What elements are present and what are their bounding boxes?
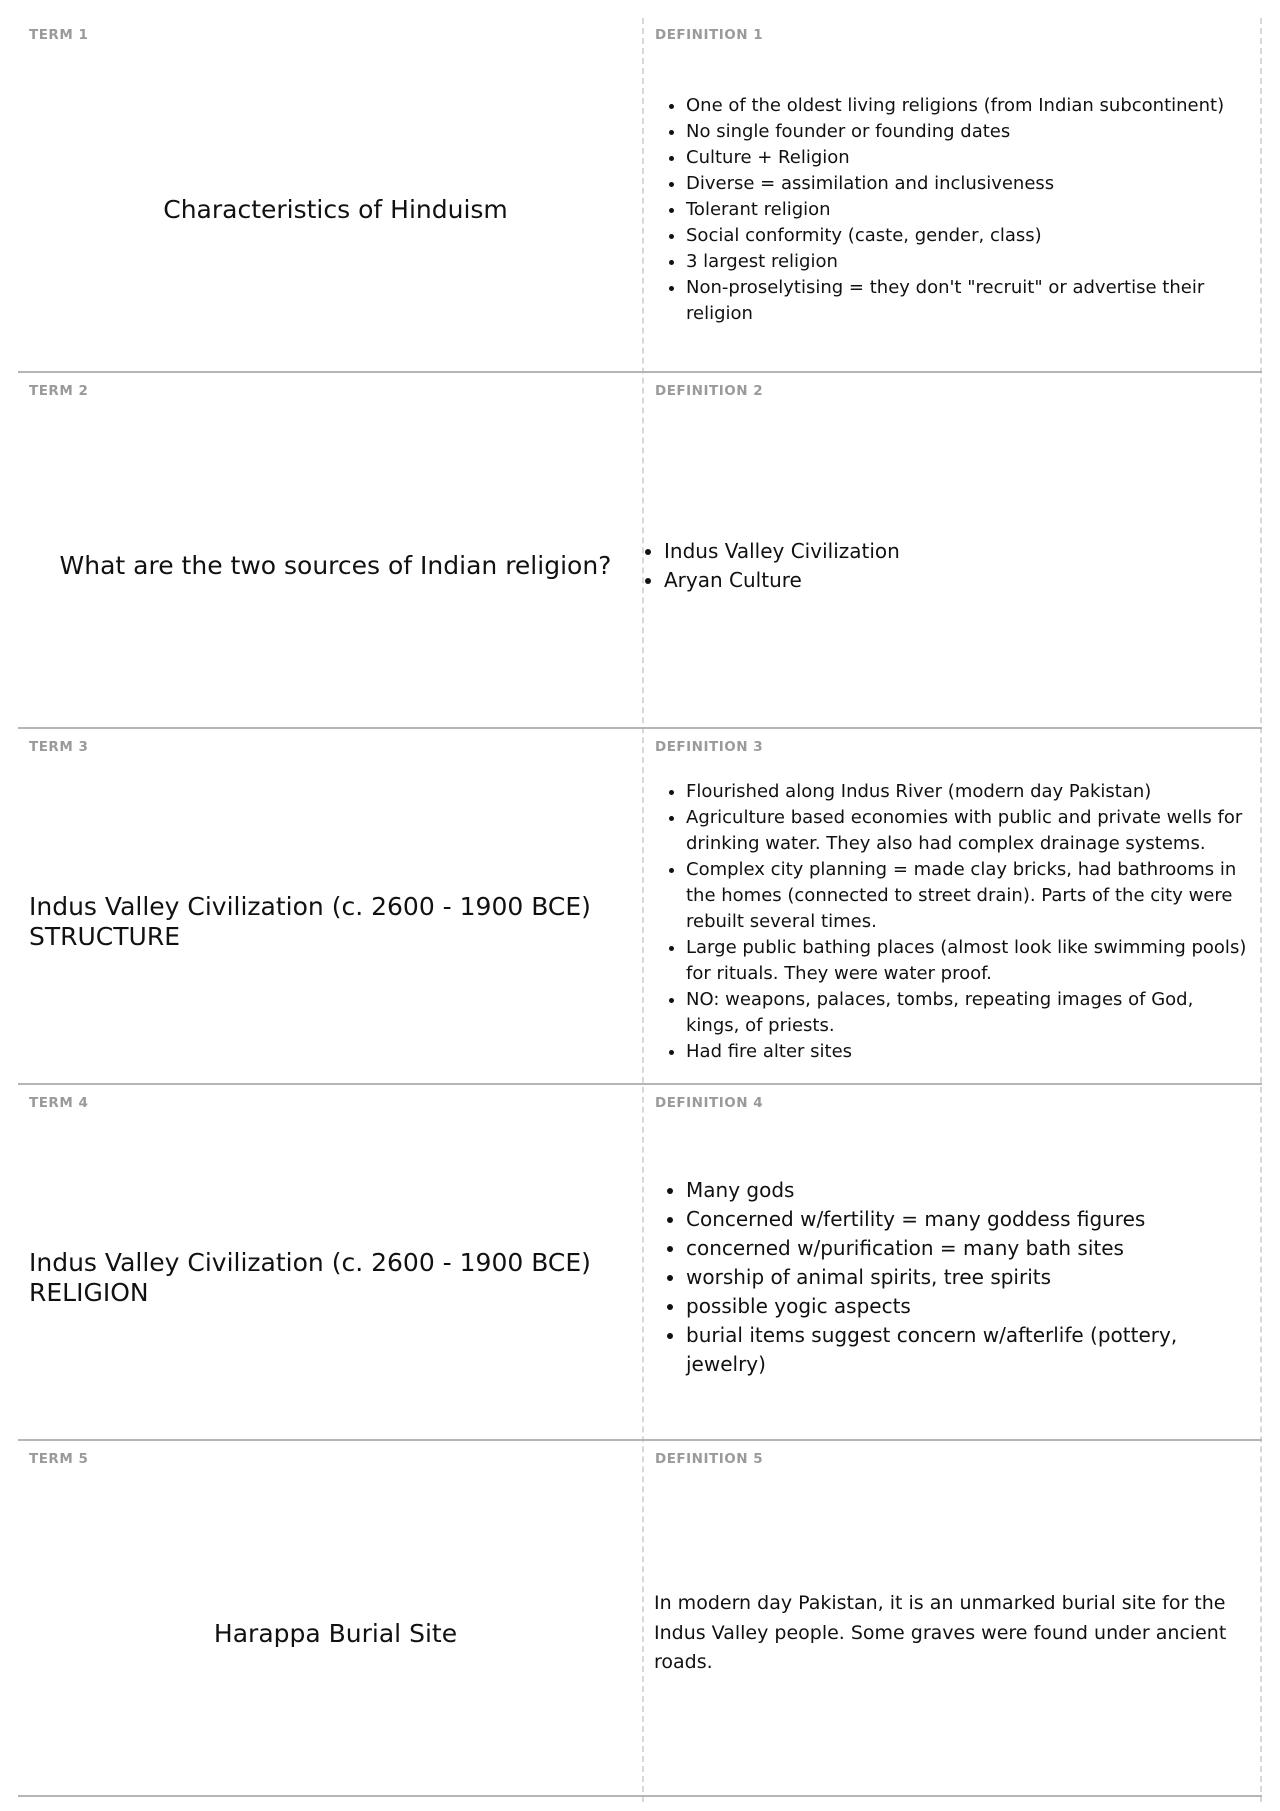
definition-item: • worship of animal spirits, tree spirits	[686, 1263, 1252, 1292]
term-body	[29, 56, 642, 363]
definition-item: • Aryan Culture	[664, 566, 900, 595]
definition-item: • Indus Valley Civilization	[664, 537, 900, 566]
definition-item: • No single founder or founding dates	[686, 119, 1252, 145]
flashcard-2	[18, 374, 1262, 729]
definition-item: • burial items suggest concern w/afterlife (pottery, jewelry)	[686, 1321, 1252, 1379]
definition-header: DEFINITION 1	[655, 27, 764, 43]
term-text: Indus Valley Civilization (c. 2600 - 1900 BCE) RELIGION	[29, 1247, 591, 1307]
definition-item: • Concerned w/fertility = many goddess figures	[686, 1205, 1252, 1234]
definition-list	[654, 1176, 1252, 1379]
definition-item: • 3 largest religion	[686, 249, 1252, 275]
flashcard-3	[18, 730, 1262, 1085]
definition-item: • Agriculture based economies with public and private wells for drinking water. They also had complex drainage systems.	[686, 805, 1252, 857]
term-header: TERM 2	[29, 383, 89, 399]
definition-header: DEFINITION 5	[655, 1451, 764, 1467]
definition-cell	[644, 730, 1262, 1083]
term-cell	[18, 18, 642, 371]
definition-item: • concerned w/purification = many bath sites	[686, 1234, 1252, 1263]
definition-body	[654, 1124, 1252, 1431]
term-header: TERM 5	[29, 1451, 89, 1467]
term-cell	[18, 1086, 642, 1439]
term-body	[29, 1480, 642, 1787]
definition-cell	[644, 1442, 1262, 1795]
definition-cell	[644, 374, 1262, 727]
term-cell	[18, 730, 642, 1083]
flashcard-4	[18, 1086, 1262, 1441]
definition-item: • Flourished along Indus River (modern day Pakistan)	[686, 779, 1252, 805]
definition-text: In modern day Pakistan, it is an unmarked burial site for the Indus Valley people. Some graves were found under ancient roads.	[654, 1592, 1227, 1674]
definition-item: • Large public bathing places (almost look like swimming pools) for rituals. They were water proof.	[686, 935, 1252, 987]
definition-body	[646, 412, 1252, 719]
definition-body	[654, 768, 1252, 1075]
definition-list	[654, 93, 1252, 327]
term-header: TERM 4	[29, 1095, 89, 1111]
definition-header: DEFINITION 4	[655, 1095, 764, 1111]
definition-header: DEFINITION 2	[655, 383, 764, 399]
definition-list	[646, 537, 900, 595]
definition-item: • Had fire alter sites	[686, 1039, 1252, 1065]
definition-item: • Culture + Religion	[686, 145, 1252, 171]
term-body	[29, 1124, 642, 1431]
term-cell	[18, 374, 642, 727]
term-text: Indus Valley Civilization (c. 2600 - 1900 BCE) STRUCTURE	[29, 891, 591, 951]
term-header: TERM 1	[29, 27, 89, 43]
definition-cell	[644, 1086, 1262, 1439]
term-text: Characteristics of Hinduism	[163, 194, 508, 224]
flashcard-1	[18, 18, 1262, 373]
flashcard-5	[18, 1442, 1262, 1797]
definition-item: • Tolerant religion	[686, 197, 1252, 223]
term-body	[29, 768, 642, 1075]
term-cell	[18, 1442, 642, 1795]
term-header: TERM 3	[29, 739, 89, 755]
term-text: What are the two sources of Indian religion?	[59, 550, 612, 580]
term-body	[29, 412, 642, 719]
definition-item: • One of the oldest living religions (from Indian subcontinent)	[686, 93, 1252, 119]
definition-item: • Diverse = assimilation and inclusiveness	[686, 171, 1252, 197]
definition-cell	[644, 18, 1262, 371]
definition-body	[654, 56, 1252, 363]
flashcard-sheet	[18, 18, 1262, 1802]
definition-item: • possible yogic aspects	[686, 1292, 1252, 1321]
definition-header: DEFINITION 3	[655, 739, 764, 755]
definition-item: • NO: weapons, palaces, tombs, repeating images of God, kings, of priests.	[686, 987, 1252, 1039]
term-text: Harappa Burial Site	[213, 1618, 458, 1648]
definition-list	[654, 779, 1252, 1065]
definition-item: • Social conformity (caste, gender, class)	[686, 223, 1252, 249]
definition-item: • Many gods	[686, 1176, 1252, 1205]
definition-item: • Non-proselytising = they don't "recruit" or advertise their religion	[686, 275, 1252, 327]
definition-body	[654, 1480, 1252, 1787]
definition-item: • Complex city planning = made clay bricks, had bathrooms in the homes (connected to street drain). Parts of the city were rebuilt several times.	[686, 857, 1252, 935]
